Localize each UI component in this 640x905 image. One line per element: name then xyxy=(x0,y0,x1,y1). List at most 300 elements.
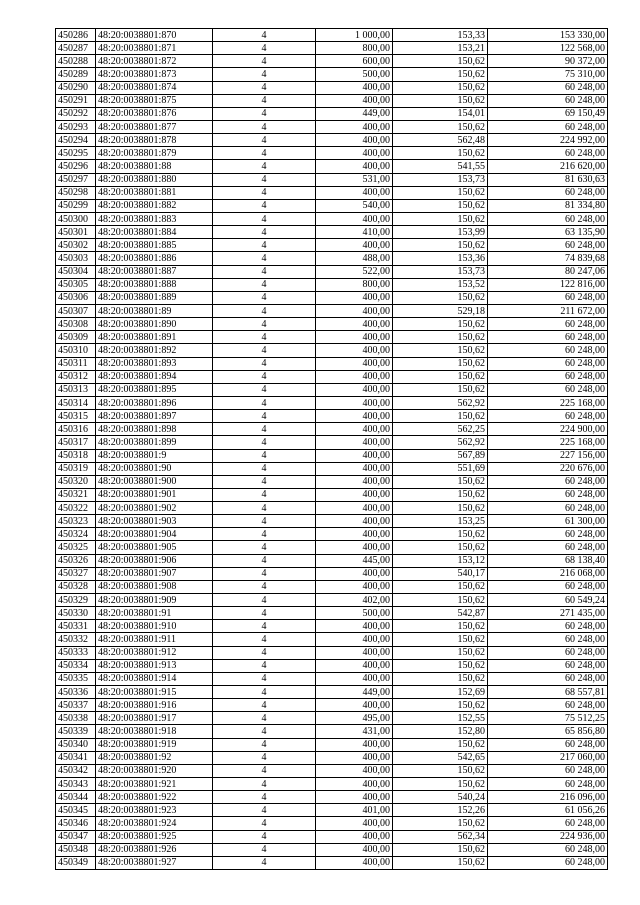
table-row xyxy=(56,357,608,370)
specific-value-cell: 150,62 xyxy=(393,659,488,672)
row-number-cell: 450289 xyxy=(56,68,96,81)
cadastral-value-cell: 60 248,00 xyxy=(488,541,608,554)
row-number-cell: 450300 xyxy=(56,212,96,225)
cadastral-value-cell: 216 096,00 xyxy=(488,791,608,804)
row-number-cell: 450287 xyxy=(56,42,96,55)
cadastral-value-cell: 60 248,00 xyxy=(488,646,608,659)
cadastral-number-cell: 48:20:0038801:91 xyxy=(96,607,213,620)
specific-value-cell: 562,25 xyxy=(393,423,488,436)
category-code-cell: 4 xyxy=(213,607,316,620)
cadastral-value-cell: 216 068,00 xyxy=(488,567,608,580)
area-cell: 400,00 xyxy=(316,580,393,593)
row-number-cell: 450296 xyxy=(56,160,96,173)
cadastral-number-cell: 48:20:0038801:921 xyxy=(96,778,213,791)
cadastral-number-cell: 48:20:0038801:884 xyxy=(96,226,213,239)
category-code-cell: 4 xyxy=(213,804,316,817)
area-cell: 400,00 xyxy=(316,567,393,580)
specific-value-cell: 150,62 xyxy=(393,488,488,501)
area-cell: 400,00 xyxy=(316,212,393,225)
specific-value-cell: 150,62 xyxy=(393,331,488,344)
row-number-cell: 450293 xyxy=(56,120,96,133)
specific-value-cell: 150,62 xyxy=(393,68,488,81)
row-number-cell: 450321 xyxy=(56,488,96,501)
cadastral-value-cell: 224 936,00 xyxy=(488,830,608,843)
cadastral-number-cell: 48:20:0038801:879 xyxy=(96,147,213,160)
table-row xyxy=(56,725,608,738)
category-code-cell: 4 xyxy=(213,541,316,554)
cadastral-value-cell: 75 512,25 xyxy=(488,712,608,725)
area-cell: 400,00 xyxy=(316,764,393,777)
category-code-cell: 4 xyxy=(213,252,316,265)
cadastral-value-cell: 216 620,00 xyxy=(488,160,608,173)
cadastral-value-cell: 69 150,49 xyxy=(488,107,608,120)
category-code-cell: 4 xyxy=(213,633,316,646)
cadastral-number-cell: 48:20:0038801:927 xyxy=(96,856,213,869)
cadastral-value-cell: 60 248,00 xyxy=(488,475,608,488)
area-cell: 400,00 xyxy=(316,778,393,791)
table-row xyxy=(56,252,608,265)
row-number-cell: 450288 xyxy=(56,55,96,68)
cadastral-number-cell: 48:20:0038801:876 xyxy=(96,107,213,120)
cadastral-number-cell: 48:20:0038801:878 xyxy=(96,134,213,147)
category-code-cell: 4 xyxy=(213,475,316,488)
specific-value-cell: 150,62 xyxy=(393,633,488,646)
cadastral-value-cell: 211 672,00 xyxy=(488,304,608,317)
row-number-cell: 450324 xyxy=(56,528,96,541)
cadastral-number-cell: 48:20:0038801:885 xyxy=(96,239,213,252)
specific-value-cell: 152,26 xyxy=(393,804,488,817)
specific-value-cell: 150,62 xyxy=(393,410,488,423)
row-number-cell: 450304 xyxy=(56,265,96,278)
area-cell: 400,00 xyxy=(316,423,393,436)
area-cell: 400,00 xyxy=(316,659,393,672)
specific-value-cell: 150,62 xyxy=(393,239,488,252)
cadastral-value-cell: 60 248,00 xyxy=(488,580,608,593)
cadastral-number-cell: 48:20:0038801:90 xyxy=(96,462,213,475)
table-row xyxy=(56,778,608,791)
cadastral-value-cell: 60 248,00 xyxy=(488,318,608,331)
area-cell: 800,00 xyxy=(316,278,393,291)
specific-value-cell: 540,17 xyxy=(393,567,488,580)
row-number-cell: 450348 xyxy=(56,843,96,856)
table-row xyxy=(56,160,608,173)
cadastral-value-cell: 63 135,90 xyxy=(488,226,608,239)
row-number-cell: 450310 xyxy=(56,344,96,357)
row-number-cell: 450327 xyxy=(56,567,96,580)
area-cell: 400,00 xyxy=(316,633,393,646)
area-cell: 400,00 xyxy=(316,120,393,133)
cadastral-value-cell: 60 248,00 xyxy=(488,357,608,370)
cadastral-number-cell: 48:20:0038801:886 xyxy=(96,252,213,265)
cadastral-value-cell: 81 334,80 xyxy=(488,199,608,212)
row-number-cell: 450335 xyxy=(56,672,96,685)
category-code-cell: 4 xyxy=(213,738,316,751)
cadastral-value-cell: 153 330,00 xyxy=(488,29,608,42)
cadastral-value-table xyxy=(55,28,608,870)
table-row xyxy=(56,436,608,449)
cadastral-number-cell: 48:20:0038801:873 xyxy=(96,68,213,81)
area-cell: 500,00 xyxy=(316,68,393,81)
cadastral-value-cell: 60 248,00 xyxy=(488,410,608,423)
cadastral-number-cell: 48:20:0038801:926 xyxy=(96,843,213,856)
category-code-cell: 4 xyxy=(213,81,316,94)
table-row xyxy=(56,344,608,357)
category-code-cell: 4 xyxy=(213,68,316,81)
table-row xyxy=(56,672,608,685)
category-code-cell: 4 xyxy=(213,370,316,383)
table-row xyxy=(56,699,608,712)
area-cell: 401,00 xyxy=(316,804,393,817)
area-cell: 400,00 xyxy=(316,699,393,712)
category-code-cell: 4 xyxy=(213,764,316,777)
table-row xyxy=(56,541,608,554)
row-number-cell: 450318 xyxy=(56,449,96,462)
cadastral-number-cell: 48:20:0038801:920 xyxy=(96,764,213,777)
cadastral-value-cell: 217 060,00 xyxy=(488,751,608,764)
row-number-cell: 450309 xyxy=(56,331,96,344)
cadastral-value-cell: 60 248,00 xyxy=(488,699,608,712)
row-number-cell: 450330 xyxy=(56,607,96,620)
table-row xyxy=(56,804,608,817)
area-cell: 400,00 xyxy=(316,147,393,160)
cadastral-number-cell: 48:20:0038801:925 xyxy=(96,830,213,843)
specific-value-cell: 153,36 xyxy=(393,252,488,265)
area-cell: 400,00 xyxy=(316,672,393,685)
cadastral-value-cell: 224 900,00 xyxy=(488,423,608,436)
category-code-cell: 4 xyxy=(213,331,316,344)
row-number-cell: 450315 xyxy=(56,410,96,423)
area-cell: 1 000,00 xyxy=(316,29,393,42)
table-row xyxy=(56,94,608,107)
category-code-cell: 4 xyxy=(213,265,316,278)
cadastral-number-cell: 48:20:0038801:904 xyxy=(96,528,213,541)
area-cell: 400,00 xyxy=(316,751,393,764)
category-code-cell: 4 xyxy=(213,751,316,764)
category-code-cell: 4 xyxy=(213,699,316,712)
row-number-cell: 450308 xyxy=(56,318,96,331)
cadastral-value-cell: 122 816,00 xyxy=(488,278,608,291)
area-cell: 402,00 xyxy=(316,594,393,607)
cadastral-value-cell: 224 992,00 xyxy=(488,134,608,147)
area-cell: 400,00 xyxy=(316,488,393,501)
row-number-cell: 450311 xyxy=(56,357,96,370)
category-code-cell: 4 xyxy=(213,778,316,791)
cadastral-value-cell: 60 248,00 xyxy=(488,633,608,646)
table-row xyxy=(56,147,608,160)
area-cell: 410,00 xyxy=(316,226,393,239)
row-number-cell: 450349 xyxy=(56,856,96,869)
table-row xyxy=(56,751,608,764)
row-number-cell: 450323 xyxy=(56,515,96,528)
area-cell: 400,00 xyxy=(316,370,393,383)
specific-value-cell: 551,69 xyxy=(393,462,488,475)
specific-value-cell: 567,89 xyxy=(393,449,488,462)
table-row xyxy=(56,462,608,475)
category-code-cell: 4 xyxy=(213,594,316,607)
cadastral-number-cell: 48:20:0038801:916 xyxy=(96,699,213,712)
category-code-cell: 4 xyxy=(213,318,316,331)
specific-value-cell: 153,33 xyxy=(393,29,488,42)
specific-value-cell: 150,62 xyxy=(393,580,488,593)
category-code-cell: 4 xyxy=(213,304,316,317)
specific-value-cell: 562,92 xyxy=(393,436,488,449)
specific-value-cell: 150,62 xyxy=(393,120,488,133)
area-cell: 600,00 xyxy=(316,55,393,68)
specific-value-cell: 150,62 xyxy=(393,344,488,357)
cadastral-number-cell: 48:20:0038801:89 xyxy=(96,304,213,317)
specific-value-cell: 541,55 xyxy=(393,160,488,173)
specific-value-cell: 150,62 xyxy=(393,55,488,68)
specific-value-cell: 150,62 xyxy=(393,318,488,331)
cadastral-number-cell: 48:20:0038801:901 xyxy=(96,488,213,501)
specific-value-cell: 150,62 xyxy=(393,291,488,304)
category-code-cell: 4 xyxy=(213,396,316,409)
cadastral-value-cell: 60 248,00 xyxy=(488,186,608,199)
table-row xyxy=(56,29,608,42)
cadastral-number-cell: 48:20:0038801:917 xyxy=(96,712,213,725)
cadastral-number-cell: 48:20:0038801:872 xyxy=(96,55,213,68)
row-number-cell: 450341 xyxy=(56,751,96,764)
row-number-cell: 450297 xyxy=(56,173,96,186)
area-cell: 400,00 xyxy=(316,344,393,357)
cadastral-value-cell: 60 248,00 xyxy=(488,488,608,501)
table-row xyxy=(56,633,608,646)
area-cell: 400,00 xyxy=(316,160,393,173)
category-code-cell: 4 xyxy=(213,107,316,120)
table-row xyxy=(56,515,608,528)
category-code-cell: 4 xyxy=(213,199,316,212)
cadastral-value-cell: 60 248,00 xyxy=(488,738,608,751)
table-row xyxy=(56,396,608,409)
row-number-cell: 450292 xyxy=(56,107,96,120)
table-row xyxy=(56,291,608,304)
table-row xyxy=(56,186,608,199)
area-cell: 400,00 xyxy=(316,304,393,317)
table-row xyxy=(56,502,608,515)
row-number-cell: 450347 xyxy=(56,830,96,843)
area-cell: 400,00 xyxy=(316,646,393,659)
specific-value-cell: 562,48 xyxy=(393,134,488,147)
table-row xyxy=(56,383,608,396)
area-cell: 488,00 xyxy=(316,252,393,265)
specific-value-cell: 152,80 xyxy=(393,725,488,738)
area-cell: 400,00 xyxy=(316,817,393,830)
category-code-cell: 4 xyxy=(213,659,316,672)
cadastral-number-cell: 48:20:0038801:924 xyxy=(96,817,213,830)
cadastral-number-cell: 48:20:0038801:902 xyxy=(96,502,213,515)
row-number-cell: 450320 xyxy=(56,475,96,488)
category-code-cell: 4 xyxy=(213,488,316,501)
row-number-cell: 450345 xyxy=(56,804,96,817)
cadastral-value-cell: 60 248,00 xyxy=(488,331,608,344)
category-code-cell: 4 xyxy=(213,410,316,423)
specific-value-cell: 529,18 xyxy=(393,304,488,317)
row-number-cell: 450305 xyxy=(56,278,96,291)
category-code-cell: 4 xyxy=(213,502,316,515)
cadastral-number-cell: 48:20:0038801:870 xyxy=(96,29,213,42)
table-row xyxy=(56,410,608,423)
table-row xyxy=(56,226,608,239)
row-number-cell: 450303 xyxy=(56,252,96,265)
cadastral-value-cell: 60 248,00 xyxy=(488,291,608,304)
category-code-cell: 4 xyxy=(213,120,316,133)
cadastral-number-cell: 48:20:0038801:899 xyxy=(96,436,213,449)
category-code-cell: 4 xyxy=(213,383,316,396)
cadastral-number-cell: 48:20:0038801:912 xyxy=(96,646,213,659)
cadastral-number-cell: 48:20:0038801:922 xyxy=(96,791,213,804)
area-cell: 500,00 xyxy=(316,607,393,620)
area-cell: 400,00 xyxy=(316,291,393,304)
specific-value-cell: 150,62 xyxy=(393,856,488,869)
specific-value-cell: 150,62 xyxy=(393,843,488,856)
table-row xyxy=(56,686,608,699)
area-cell: 400,00 xyxy=(316,383,393,396)
area-cell: 400,00 xyxy=(316,436,393,449)
row-number-cell: 450298 xyxy=(56,186,96,199)
row-number-cell: 450294 xyxy=(56,134,96,147)
specific-value-cell: 150,62 xyxy=(393,528,488,541)
category-code-cell: 4 xyxy=(213,449,316,462)
row-number-cell: 450344 xyxy=(56,791,96,804)
table-row xyxy=(56,843,608,856)
cadastral-value-cell: 60 248,00 xyxy=(488,81,608,94)
cadastral-value-cell: 225 168,00 xyxy=(488,396,608,409)
category-code-cell: 4 xyxy=(213,29,316,42)
area-cell: 531,00 xyxy=(316,173,393,186)
table-row xyxy=(56,331,608,344)
specific-value-cell: 150,62 xyxy=(393,81,488,94)
cadastral-number-cell: 48:20:0038801:892 xyxy=(96,344,213,357)
area-cell: 400,00 xyxy=(316,462,393,475)
specific-value-cell: 150,62 xyxy=(393,738,488,751)
table-row xyxy=(56,239,608,252)
cadastral-value-cell: 60 248,00 xyxy=(488,843,608,856)
row-number-cell: 450326 xyxy=(56,554,96,567)
specific-value-cell: 152,69 xyxy=(393,686,488,699)
cadastral-value-cell: 90 372,00 xyxy=(488,55,608,68)
area-cell: 400,00 xyxy=(316,239,393,252)
category-code-cell: 4 xyxy=(213,239,316,252)
cadastral-number-cell: 48:20:0038801:906 xyxy=(96,554,213,567)
category-code-cell: 4 xyxy=(213,147,316,160)
cadastral-number-cell: 48:20:0038801:893 xyxy=(96,357,213,370)
area-cell: 540,00 xyxy=(316,199,393,212)
table-row xyxy=(56,107,608,120)
table-row xyxy=(56,738,608,751)
table-row xyxy=(56,120,608,133)
category-code-cell: 4 xyxy=(213,212,316,225)
table-row xyxy=(56,423,608,436)
cadastral-value-cell: 61 300,00 xyxy=(488,515,608,528)
cadastral-number-cell: 48:20:0038801:890 xyxy=(96,318,213,331)
table-row xyxy=(56,55,608,68)
category-code-cell: 4 xyxy=(213,291,316,304)
cadastral-number-cell: 48:20:0038801:9 xyxy=(96,449,213,462)
area-cell: 800,00 xyxy=(316,42,393,55)
cadastral-number-cell: 48:20:0038801:913 xyxy=(96,659,213,672)
category-code-cell: 4 xyxy=(213,712,316,725)
cadastral-value-cell: 220 676,00 xyxy=(488,462,608,475)
row-number-cell: 450286 xyxy=(56,29,96,42)
area-cell: 445,00 xyxy=(316,554,393,567)
specific-value-cell: 153,25 xyxy=(393,515,488,528)
cadastral-number-cell: 48:20:0038801:907 xyxy=(96,567,213,580)
cadastral-value-cell: 60 248,00 xyxy=(488,778,608,791)
cadastral-value-cell: 65 856,80 xyxy=(488,725,608,738)
cadastral-value-cell: 81 630,63 xyxy=(488,173,608,186)
cadastral-number-cell: 48:20:0038801:891 xyxy=(96,331,213,344)
specific-value-cell: 150,62 xyxy=(393,672,488,685)
cadastral-value-cell: 60 549,24 xyxy=(488,594,608,607)
row-number-cell: 450343 xyxy=(56,778,96,791)
area-cell: 400,00 xyxy=(316,502,393,515)
cadastral-value-cell: 60 248,00 xyxy=(488,659,608,672)
specific-value-cell: 153,73 xyxy=(393,173,488,186)
specific-value-cell: 542,65 xyxy=(393,751,488,764)
specific-value-cell: 154,01 xyxy=(393,107,488,120)
row-number-cell: 450329 xyxy=(56,594,96,607)
category-code-cell: 4 xyxy=(213,554,316,567)
table-row xyxy=(56,791,608,804)
category-code-cell: 4 xyxy=(213,620,316,633)
specific-value-cell: 153,52 xyxy=(393,278,488,291)
row-number-cell: 450336 xyxy=(56,686,96,699)
category-code-cell: 4 xyxy=(213,226,316,239)
cadastral-number-cell: 48:20:0038801:871 xyxy=(96,42,213,55)
cadastral-number-cell: 48:20:0038801:875 xyxy=(96,94,213,107)
cadastral-number-cell: 48:20:0038801:883 xyxy=(96,212,213,225)
specific-value-cell: 150,62 xyxy=(393,147,488,160)
specific-value-cell: 152,55 xyxy=(393,712,488,725)
specific-value-cell: 150,62 xyxy=(393,646,488,659)
specific-value-cell: 150,62 xyxy=(393,817,488,830)
specific-value-cell: 150,62 xyxy=(393,541,488,554)
row-number-cell: 450317 xyxy=(56,436,96,449)
cadastral-number-cell: 48:20:0038801:903 xyxy=(96,515,213,528)
cadastral-number-cell: 48:20:0038801:895 xyxy=(96,383,213,396)
table-row xyxy=(56,265,608,278)
table-row xyxy=(56,817,608,830)
row-number-cell: 450319 xyxy=(56,462,96,475)
cadastral-number-cell: 48:20:0038801:880 xyxy=(96,173,213,186)
category-code-cell: 4 xyxy=(213,580,316,593)
category-code-cell: 4 xyxy=(213,94,316,107)
cadastral-number-cell: 48:20:0038801:908 xyxy=(96,580,213,593)
table-row xyxy=(56,764,608,777)
cadastral-value-cell: 60 248,00 xyxy=(488,212,608,225)
category-code-cell: 4 xyxy=(213,186,316,199)
category-code-cell: 4 xyxy=(213,173,316,186)
row-number-cell: 450306 xyxy=(56,291,96,304)
specific-value-cell: 562,34 xyxy=(393,830,488,843)
row-number-cell: 450302 xyxy=(56,239,96,252)
cadastral-number-cell: 48:20:0038801:896 xyxy=(96,396,213,409)
row-number-cell: 450299 xyxy=(56,199,96,212)
cadastral-value-cell: 60 248,00 xyxy=(488,147,608,160)
table-row xyxy=(56,212,608,225)
table-row xyxy=(56,659,608,672)
cadastral-value-cell: 60 248,00 xyxy=(488,620,608,633)
specific-value-cell: 150,62 xyxy=(393,370,488,383)
cadastral-value-cell: 227 156,00 xyxy=(488,449,608,462)
category-code-cell: 4 xyxy=(213,134,316,147)
table-row xyxy=(56,304,608,317)
table-row xyxy=(56,318,608,331)
row-number-cell: 450338 xyxy=(56,712,96,725)
area-cell: 400,00 xyxy=(316,396,393,409)
table-row xyxy=(56,173,608,186)
specific-value-cell: 153,12 xyxy=(393,554,488,567)
